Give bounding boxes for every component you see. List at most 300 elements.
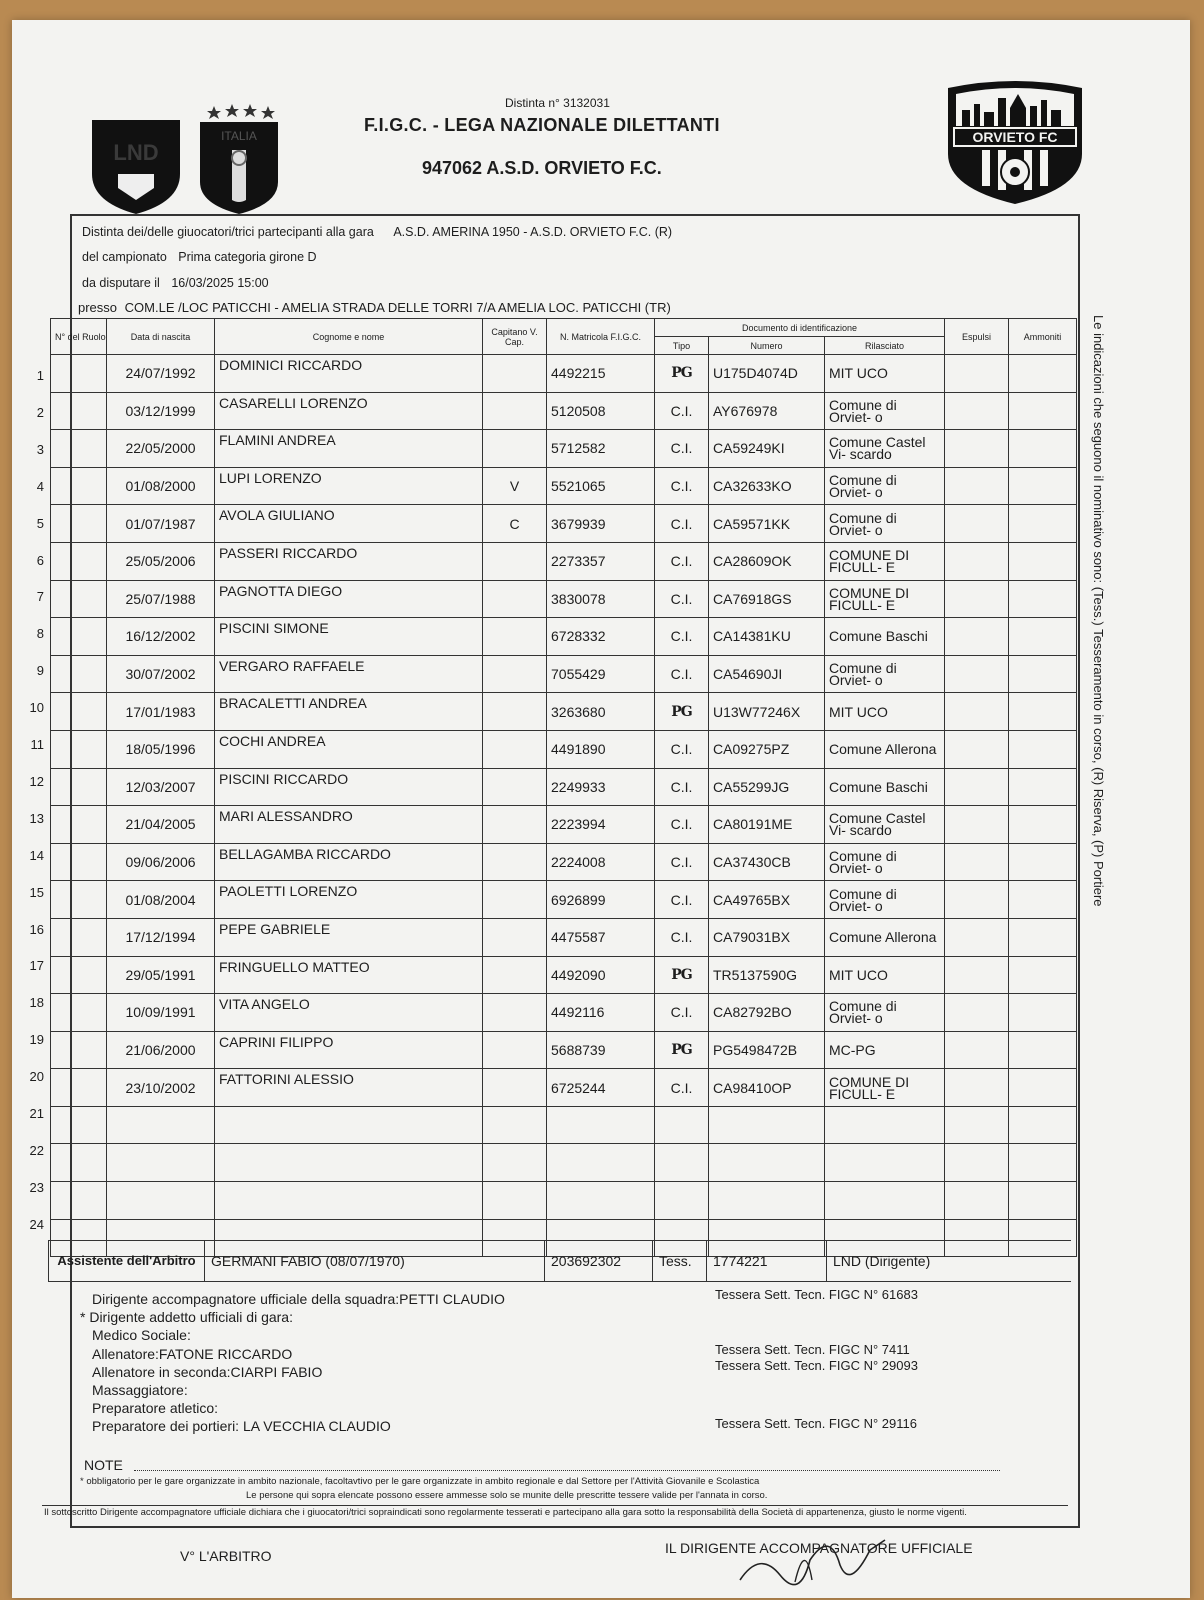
expelled-cell	[945, 430, 1009, 468]
document-issuer: Comune Castel Vi- scardo	[825, 806, 945, 844]
role-cell	[51, 1106, 107, 1144]
lnd-logo-text: LND	[113, 140, 159, 165]
expelled-cell	[945, 768, 1009, 806]
player-name: PAOLETTI LORENZO	[215, 881, 483, 919]
staff-preparatore-atletico: Preparatore atletico:	[92, 1400, 219, 1417]
birth-date: 21/04/2005	[107, 806, 215, 844]
tessera-3: Tessera Sett. Tecn. FIGC N° 29093	[715, 1358, 918, 1373]
date-line	[82, 276, 269, 290]
player-name: PISCINI RICCARDO	[215, 768, 483, 806]
booked-cell	[1009, 655, 1077, 693]
figc-number: 4491890	[547, 730, 655, 768]
expelled-cell	[945, 355, 1009, 393]
table-row	[51, 355, 1077, 393]
role-cell	[51, 730, 107, 768]
document-number: CA55299JG	[709, 768, 825, 806]
row-number: 2	[36, 404, 44, 420]
note-label: NOTE	[84, 1457, 123, 1473]
table-row	[51, 467, 1077, 505]
table-row	[51, 392, 1077, 430]
row-number: 12	[29, 773, 44, 789]
figc-number	[547, 1144, 655, 1182]
row-number: 10	[29, 700, 44, 716]
col-nome: Cognome e nome	[215, 319, 483, 355]
player-name: CASARELLI LORENZO	[215, 392, 483, 430]
captain-mark	[483, 730, 547, 768]
col-matricola: N. Matricola F.I.G.C.	[547, 319, 655, 355]
club-title: 947062 A.S.D. ORVIETO F.C.	[422, 158, 662, 178]
document-number: U175D4074D	[709, 355, 825, 393]
figc-number	[547, 1182, 655, 1220]
table-row	[51, 618, 1077, 656]
captain-mark	[483, 1144, 547, 1182]
document-type: C.I.	[655, 392, 709, 430]
birth-date: 03/12/1999	[107, 392, 215, 430]
side-note	[1084, 315, 1110, 1005]
figc-number: 6926899	[547, 881, 655, 919]
expelled-cell	[945, 881, 1009, 919]
captain-mark: V	[483, 467, 547, 505]
player-name: BELLAGAMBA RICCARDO	[215, 843, 483, 881]
row-number: 22	[29, 1142, 44, 1158]
birth-date: 16/12/2002	[107, 618, 215, 656]
document-number	[709, 1182, 825, 1220]
booked-cell	[1009, 994, 1077, 1032]
document-number: CA79031BX	[709, 918, 825, 956]
figc-number: 4492116	[547, 994, 655, 1032]
role-cell	[51, 467, 107, 505]
birth-date: 01/08/2000	[107, 467, 215, 505]
booked-cell	[1009, 355, 1077, 393]
row-number: 6	[36, 552, 44, 568]
document-number: CA59571KK	[709, 505, 825, 543]
birth-date	[107, 1106, 215, 1144]
captain-mark	[483, 1031, 547, 1069]
role-cell	[51, 881, 107, 919]
role-cell	[51, 392, 107, 430]
expelled-cell	[945, 1106, 1009, 1144]
player-name: BRACALETTI ANDREA	[215, 693, 483, 731]
player-name: COCHI ANDREA	[215, 730, 483, 768]
document-issuer: COMUNE DI FICULL- E	[825, 580, 945, 618]
player-name: PISCINI SIMONE	[215, 618, 483, 656]
handwritten-signature	[700, 1520, 910, 1595]
document-number	[709, 1144, 825, 1182]
figc-number: 4475587	[547, 918, 655, 956]
staff-massaggiatore: Massaggiatore:	[92, 1382, 188, 1399]
birth-date: 23/10/2002	[107, 1069, 215, 1107]
role-cell	[51, 994, 107, 1032]
table-row	[51, 1106, 1077, 1144]
venue-label: presso	[78, 300, 118, 315]
staff-list	[80, 1290, 505, 1436]
document-issuer	[825, 1144, 945, 1182]
assistant-row	[49, 1241, 1071, 1282]
document-issuer: Comune Baschi	[825, 618, 945, 656]
expelled-cell	[945, 693, 1009, 731]
figc-number: 5712582	[547, 430, 655, 468]
player-name: MARI ALESSANDRO	[215, 806, 483, 844]
document-type: C.I.	[655, 542, 709, 580]
figc-number: 5521065	[547, 467, 655, 505]
table-row	[51, 542, 1077, 580]
expelled-cell	[945, 956, 1009, 994]
booked-cell	[1009, 768, 1077, 806]
figc-number: 5688739	[547, 1031, 655, 1069]
captain-mark	[483, 655, 547, 693]
birth-date: 12/03/2007	[107, 768, 215, 806]
table-row	[51, 956, 1077, 994]
document-number: AY676978	[709, 392, 825, 430]
captain-mark	[483, 580, 547, 618]
document-issuer: Comune Castel Vi- scardo	[825, 430, 945, 468]
player-name: PEPE GABRIELE	[215, 918, 483, 956]
captain-mark	[483, 542, 547, 580]
document-type: C.I.	[655, 1069, 709, 1107]
table-row	[51, 994, 1077, 1032]
document-number: CA32633KO	[709, 467, 825, 505]
booked-cell	[1009, 392, 1077, 430]
italia-logo-text: ITALIA	[221, 129, 257, 143]
side-note-text: Le indicazioni che seguono il nominativo sono: (Tess.) Tesseramento in corso, (R) Riserva, (P) Portiere	[1091, 315, 1106, 907]
booked-cell	[1009, 505, 1077, 543]
row-number: 9	[36, 663, 44, 679]
role-cell	[51, 542, 107, 580]
row-number: 7	[36, 589, 44, 605]
birth-date: 18/05/1996	[107, 730, 215, 768]
document-type	[655, 1106, 709, 1144]
document-number: TR5137590G	[709, 956, 825, 994]
staff-dirigente: Dirigente accompagnatore ufficiale della squadra:PETTI CLAUDIO	[92, 1291, 505, 1307]
birth-date: 29/05/1991	[107, 956, 215, 994]
captain-mark	[483, 806, 547, 844]
document-issuer: COMUNE DI FICULL- E	[825, 1069, 945, 1107]
role-cell	[51, 430, 107, 468]
document-number: CA98410OP	[709, 1069, 825, 1107]
birth-date	[107, 1144, 215, 1182]
figc-number: 4492090	[547, 956, 655, 994]
row-number: 1	[36, 368, 44, 383]
player-name: CAPRINI FILIPPO	[215, 1031, 483, 1069]
col-documento: Documento di identificazione	[655, 319, 945, 337]
assistant-rilasciato: LND (Dirigente)	[827, 1241, 1071, 1282]
document-issuer: MIT UCO	[825, 693, 945, 731]
booked-cell	[1009, 956, 1077, 994]
role-cell	[51, 843, 107, 881]
expelled-cell	[945, 918, 1009, 956]
booked-cell	[1009, 430, 1077, 468]
document-issuer: Comune di Orviet- o	[825, 881, 945, 919]
distinta-number: Distinta n° 3132031	[505, 96, 610, 110]
captain-mark: C	[483, 505, 547, 543]
captain-mark	[483, 1106, 547, 1144]
booked-cell	[1009, 843, 1077, 881]
table-row	[51, 843, 1077, 881]
figc-number: 3263680	[547, 693, 655, 731]
player-name: AVOLA GIULIANO	[215, 505, 483, 543]
date-label: da disputare il	[82, 276, 160, 290]
expelled-cell	[945, 618, 1009, 656]
tessera-2: Tessera Sett. Tecn. FIGC N° 7411	[715, 1342, 910, 1357]
document-number: CA09275PZ	[709, 730, 825, 768]
booked-cell	[1009, 806, 1077, 844]
booked-cell	[1009, 1182, 1077, 1220]
role-cell	[51, 505, 107, 543]
role-cell	[51, 580, 107, 618]
figc-number: 5120508	[547, 392, 655, 430]
document-number: CA59249KI	[709, 430, 825, 468]
birth-date: 25/05/2006	[107, 542, 215, 580]
date-value: 16/03/2025 15:00	[171, 276, 269, 290]
booked-cell	[1009, 580, 1077, 618]
booked-cell	[1009, 542, 1077, 580]
expelled-cell	[945, 1031, 1009, 1069]
row-number: 4	[36, 478, 44, 494]
roster-table	[50, 318, 1077, 1257]
expelled-cell	[945, 580, 1009, 618]
birth-date: 17/12/1994	[107, 918, 215, 956]
championship-value: Prima categoria girone D	[178, 250, 317, 264]
orvieto-logo-text: ORVIETO FC	[972, 129, 1058, 145]
document-number: CA54690JI	[709, 655, 825, 693]
role-cell	[51, 1031, 107, 1069]
player-name: FRINGUELLO MATTEO	[215, 956, 483, 994]
player-name: DOMINICI RICCARDO	[215, 355, 483, 393]
figc-number: 2224008	[547, 843, 655, 881]
row-number: 15	[29, 884, 44, 900]
role-cell	[51, 768, 107, 806]
staff-dirigente-addetto: * Dirigente addetto ufficiali di gara:	[80, 1309, 293, 1326]
captain-mark	[483, 1069, 547, 1107]
row-number: 19	[29, 1032, 44, 1048]
document-type: C.I.	[655, 843, 709, 881]
role-cell	[51, 806, 107, 844]
row-number: 20	[29, 1069, 44, 1085]
document-number: PG5498472B	[709, 1031, 825, 1069]
captain-mark	[483, 956, 547, 994]
birth-date: 30/07/2002	[107, 655, 215, 693]
col-tipo: Tipo	[655, 337, 709, 355]
birth-date	[107, 1182, 215, 1220]
table-row	[51, 1144, 1077, 1182]
role-cell	[51, 693, 107, 731]
document-type: C.I.	[655, 505, 709, 543]
venue-line	[78, 300, 671, 315]
col-ruolo: N° del Ruolo	[51, 319, 107, 355]
document-number: CA76918GS	[709, 580, 825, 618]
player-name: PAGNOTTA DIEGO	[215, 580, 483, 618]
player-name: VITA ANGELO	[215, 994, 483, 1032]
table-row	[51, 1182, 1077, 1220]
captain-mark	[483, 918, 547, 956]
document-type: C.I.	[655, 768, 709, 806]
staff-allenatore-seconda: Allenatore in seconda:CIARPI FABIO	[92, 1363, 323, 1380]
expelled-cell	[945, 843, 1009, 881]
col-ammoniti: Ammoniti	[1009, 319, 1077, 355]
document-issuer: Comune di Orviet- o	[825, 994, 945, 1032]
booked-cell	[1009, 693, 1077, 731]
player-name	[215, 1144, 483, 1182]
expelled-cell	[945, 542, 1009, 580]
document-issuer	[825, 1182, 945, 1220]
expelled-cell	[945, 392, 1009, 430]
document-issuer	[825, 1106, 945, 1144]
col-nascita: Data di nascita	[107, 319, 215, 355]
row-number: 14	[29, 847, 44, 863]
col-espulsi: Espulsi	[945, 319, 1009, 355]
document-type: C.I.	[655, 580, 709, 618]
row-number: 8	[36, 626, 44, 642]
table-row	[51, 1031, 1077, 1069]
figc-number: 6725244	[547, 1069, 655, 1107]
table-row	[51, 1069, 1077, 1107]
captain-mark	[483, 768, 547, 806]
table-row	[51, 430, 1077, 468]
table-row	[51, 806, 1077, 844]
document-type	[655, 1182, 709, 1220]
role-cell	[51, 956, 107, 994]
player-name: VERGARO RAFFAELE	[215, 655, 483, 693]
staff-allenatore: Allenatore:FATONE RICCARDO	[92, 1345, 293, 1362]
booked-cell	[1009, 1106, 1077, 1144]
championship-label: del campionato	[82, 250, 167, 264]
document-number: CA14381KU	[709, 618, 825, 656]
table-row	[51, 505, 1077, 543]
birth-date: 24/07/1992	[107, 355, 215, 393]
lnd-logo	[88, 116, 184, 216]
document-type: C.I.	[655, 994, 709, 1032]
document-issuer: Comune di Orviet- o	[825, 655, 945, 693]
booked-cell	[1009, 618, 1077, 656]
declaration-divider	[42, 1505, 1068, 1506]
tessera-1: Tessera Sett. Tecn. FIGC N° 61683	[715, 1287, 918, 1302]
figc-number: 2223994	[547, 806, 655, 844]
row-number: 16	[29, 921, 44, 937]
figc-number: 2273357	[547, 542, 655, 580]
fine-print-1: * obbligatorio per le gare organizzate in ambito nazionale, facoltavtivo per le gare organizzate in ambito regionale e dal Settore per l'Attività Giovanile e Scolastica	[80, 1476, 760, 1487]
player-name	[215, 1106, 483, 1144]
figc-number: 3830078	[547, 580, 655, 618]
document-issuer: Comune Baschi	[825, 768, 945, 806]
document-issuer: Comune Allerona	[825, 918, 945, 956]
match-teams: A.S.D. AMERINA 1950 - A.S.D. ORVIETO F.C. (R)	[393, 225, 673, 239]
assistant-tipo: Tess.	[653, 1241, 707, 1282]
document-issuer: MC-PG	[825, 1031, 945, 1069]
row-number: 18	[29, 995, 44, 1011]
captain-mark	[483, 994, 547, 1032]
table-row	[51, 918, 1077, 956]
birth-date: 01/07/1987	[107, 505, 215, 543]
captain-mark	[483, 1182, 547, 1220]
document-issuer: Comune Allerona	[825, 730, 945, 768]
figc-number: 4492215	[547, 355, 655, 393]
assistant-table	[48, 1240, 1071, 1282]
document-issuer: MIT UCO	[825, 956, 945, 994]
document-number: CA49765BX	[709, 881, 825, 919]
booked-cell	[1009, 881, 1077, 919]
captain-mark	[483, 392, 547, 430]
assistant-label: Assistente dell'Arbitro	[49, 1241, 205, 1282]
tessera-4: Tessera Sett. Tecn. FIGC N° 29116	[715, 1416, 917, 1431]
table-row	[51, 655, 1077, 693]
document-type: PG	[655, 1031, 709, 1069]
expelled-cell	[945, 655, 1009, 693]
col-capitano: Capitano V. Cap.	[483, 319, 547, 355]
document-type: PG	[655, 355, 709, 393]
booked-cell	[1009, 1144, 1077, 1182]
row-number: 5	[36, 515, 44, 531]
assistant-name: GERMANI FABIO (08/07/1970)	[205, 1241, 545, 1282]
document-number: CA82792BO	[709, 994, 825, 1032]
player-name: FATTORINI ALESSIO	[215, 1069, 483, 1107]
role-cell	[51, 618, 107, 656]
booked-cell	[1009, 467, 1077, 505]
fine-print-2: Le persone qui sopra elencate possono essere ammesse solo se munite delle prescritte tessere valide per l'annata in corso.	[246, 1490, 768, 1501]
figc-number: 3679939	[547, 505, 655, 543]
expelled-cell	[945, 994, 1009, 1032]
table-row	[51, 881, 1077, 919]
birth-date: 01/08/2004	[107, 881, 215, 919]
document-number	[709, 1106, 825, 1144]
row-number: 24	[29, 1216, 44, 1232]
booked-cell	[1009, 730, 1077, 768]
referee-signature-label: V° L'ARBITRO	[180, 1548, 272, 1564]
role-cell	[51, 1144, 107, 1182]
expelled-cell	[945, 730, 1009, 768]
booked-cell	[1009, 918, 1077, 956]
captain-mark	[483, 843, 547, 881]
table-row	[51, 730, 1077, 768]
staff-medico: Medico Sociale:	[92, 1327, 191, 1344]
role-cell	[51, 655, 107, 693]
expelled-cell	[945, 1144, 1009, 1182]
italia-logo	[196, 100, 282, 216]
official-signature-label: IL DIRIGENTE ACCOMPAGNATORE UFFICIALE	[665, 1540, 973, 1556]
birth-date: 17/01/1983	[107, 693, 215, 731]
document-issuer: Comune di Orviet- o	[825, 467, 945, 505]
document-number: U13W77246X	[709, 693, 825, 731]
birth-date: 09/06/2006	[107, 843, 215, 881]
booked-cell	[1009, 1031, 1077, 1069]
federation-title: F.I.G.C. - LEGA NAZIONALE DILETTANTI	[364, 115, 720, 135]
document-issuer: Comune di Orviet- o	[825, 392, 945, 430]
document-issuer: Comune di Orviet- o	[825, 505, 945, 543]
document-type: C.I.	[655, 881, 709, 919]
venue-value: COM.LE /LOC PATICCHI - AMELIA STRADA DELLE TORRI 7/A AMELIA LOC. PATICCHI (TR)	[124, 300, 671, 315]
expelled-cell	[945, 1182, 1009, 1220]
document-type: C.I.	[655, 618, 709, 656]
note-line	[134, 1470, 1000, 1471]
figc-number	[547, 1106, 655, 1144]
row-number: 3	[36, 441, 44, 457]
document-type	[655, 1144, 709, 1182]
document-number: CA80191ME	[709, 806, 825, 844]
document-number: CA28609OK	[709, 542, 825, 580]
captain-mark	[483, 693, 547, 731]
booked-cell	[1009, 1069, 1077, 1107]
captain-mark	[483, 618, 547, 656]
role-cell	[51, 918, 107, 956]
orvieto-fc-logo	[940, 80, 1090, 206]
figc-number: 7055429	[547, 655, 655, 693]
document-type: C.I.	[655, 430, 709, 468]
match-label: Distinta dei/delle giuocatori/trici partecipanti alla gara	[82, 225, 374, 239]
expelled-cell	[945, 505, 1009, 543]
assistant-numero: 1774221	[707, 1241, 827, 1282]
role-cell	[51, 1182, 107, 1220]
player-name: PASSERI RICCARDO	[215, 542, 483, 580]
match-line	[82, 225, 672, 239]
